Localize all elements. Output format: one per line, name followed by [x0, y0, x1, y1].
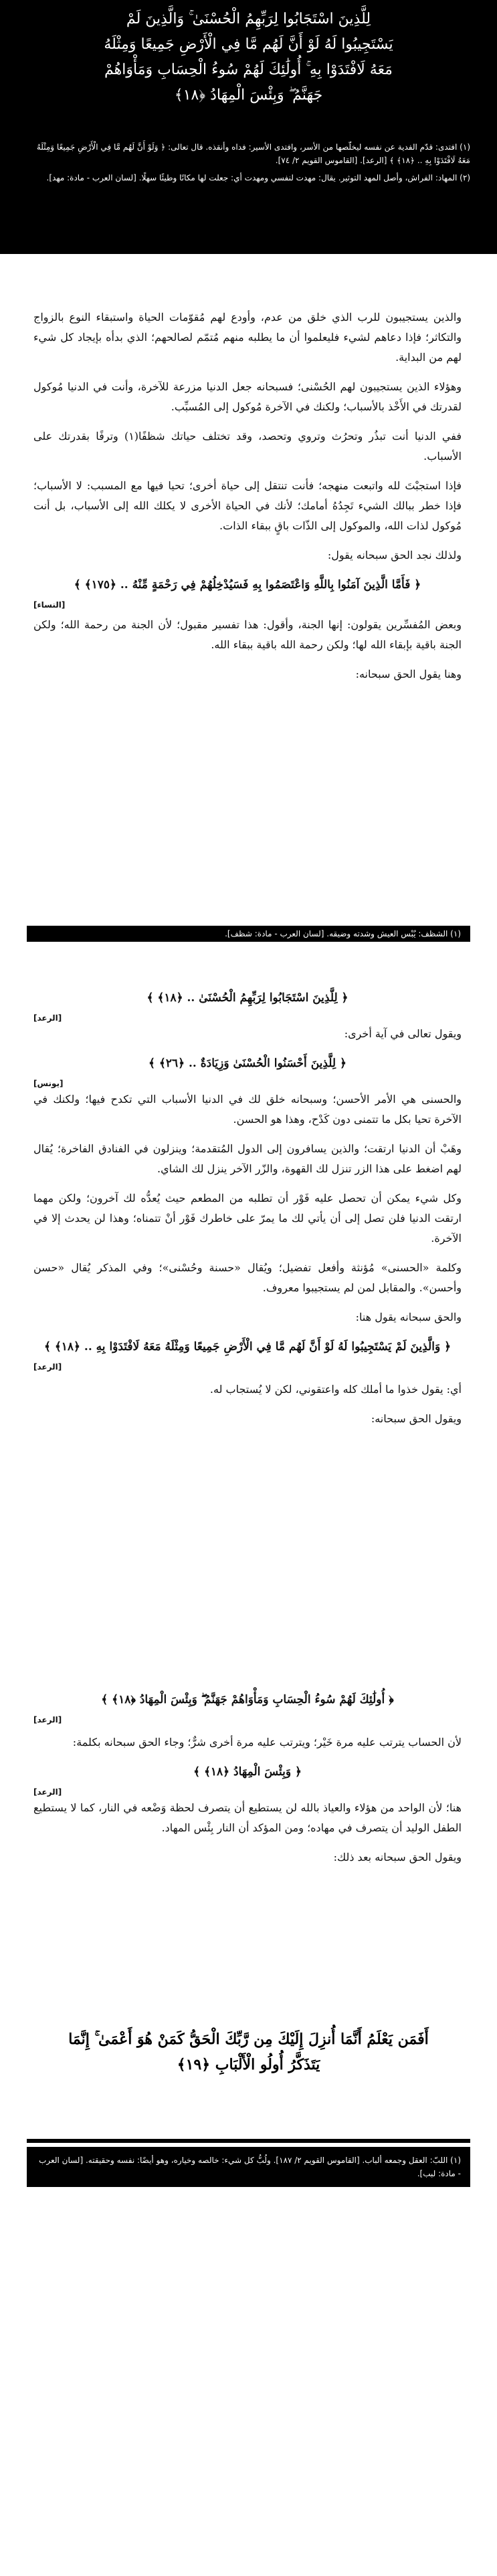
- verse-banner-bottom: [0, 2019, 497, 2092]
- paragraph: وهؤلاء الذين يستجيبون لهم الحُسْنى؛ فسبحانه جعل الدنيا مزرعة للآخرة، وأنت في الدنيا مُوكول لقدرتك في الأَخْذ بالأسباب؛ ولكنك في الآخرة مُوكول إلى المُسبِّب.: [33, 380, 462, 413]
- quran-verse: [33, 988, 462, 1023]
- paragraph: هنا؛ لأن الواحد من هؤلاء والعياذ بالله لن يستطيع أن يتصرف لحظة وَضْعه في النار، كما لا يستطيع الطفل الوليد أن يتصرف في مهاده؛ ومن المؤكد أن النار بِئْس المهاد.: [33, 1801, 462, 1834]
- verse-source: [يونس]: [33, 1079, 64, 1088]
- banner-verse-line: جَهَنَّمُ ۖ وَبِئْسَ الْمِهَادُ ﴿١٨﴾: [174, 87, 323, 104]
- verse-source: [النساء]: [33, 600, 66, 610]
- verse-text: ﴿ لِلَّذِينَ أَحْسَنُوا الْحُسْنَىٰ وَزِيَادَةٌ .. ﴿٢٦﴾ ﴾: [148, 1057, 346, 1070]
- paragraph: وكل شيء يمكن أن تحصل عليه فَوْر أن تطلبه من المطعم حيث يُعدُّه لك آخرون؛ ولكن مهما ارتقت الدنيا فلن تصل إلى أن يأتي لك ما يمرّ على خاطرك فَوْر أنْ تتمناه؛ وهذا لن يحدث إلا في الآخرة.: [33, 1192, 462, 1245]
- paragraph: والحق سبحانه يقول هنا:: [355, 1311, 462, 1323]
- verse-text: ﴿ فَأَمَّا الَّذِينَ آمَنُوا بِاللَّهِ وَاعْتَصَمُوا بِهِ فَسَيُدْخِلُهُمْ فِي رَحْمَةٍ مِّنْهُ .. ﴿١٧٥﴾ ﴾: [74, 578, 421, 592]
- banner-verse-line: لِلَّذِينَ اسْتَجَابُوا لِرَبِّهِمُ الْحُسْنَىٰ ۚ وَالَّذِينَ لَمْ: [126, 11, 371, 27]
- banner-verse-line: مَعَهُ لَافْتَدَوْا بِهِ ۚ أُولَٰئِكَ لَهُمْ سُوءُ الْحِسَابِ وَمَأْوَاهُمْ: [104, 61, 393, 78]
- paragraph: أي: يقول خذوا ما أملك كله واعتقوني، لكن لا يُستجاب له.: [209, 1383, 462, 1396]
- paragraph: ففي الدنيا أنت تبذُر وتحرُث وتروي وتحصد، وقد تختلف حياتك شظفًا(١) وترفًا بقدرتك على الأسباب.: [33, 430, 462, 463]
- paragraph: ولذلك نجد الحق سبحانه يقول:: [327, 549, 462, 561]
- section-2: [33, 983, 462, 1438]
- footnote-bar: [27, 2147, 470, 2187]
- paragraph: لأن الحساب يترتب عليه مرة خَيْر؛ ويترتب عليه مرة أخرى شرٌّ؛ وجاء الحق سبحانه بكلمة:: [72, 1736, 462, 1749]
- verse-source: [الرعد]: [33, 1013, 62, 1023]
- banner-verse-line: أَفَمَن يَعْلَمُ أَنَّمَا أُنزِلَ إِلَيْكَ مِن رَّبِّكَ الْحَقُّ كَمَنْ هُوَ أَعْمَىٰ ۚ إِنَّمَا: [68, 2031, 429, 2048]
- verse-text: ﴿ وَبِئْسَ الْمِهَادُ ﴿١٨﴾ ﴾: [193, 1765, 302, 1779]
- paragraph: وهَبْ أن الدنيا ارتقت؛ والذين يسافرون إلى الدول المُتقدمة؛ وينزلون في الفنادق الفاخرة؛ يُقال لهم اضغط على هذا الزر تنزل لك القهوة، والزّر الآخر ينزل لك الشاي.: [33, 1142, 462, 1175]
- paragraph: والذين يستجيبون للرب الذي خلق من عدم، وأودع لهم مُقوّمات الحياة واستبقاء النوع بالزواج والتكاثر؛ فإذا دعاهم لشيء فليعلموا أن ما يطلبه منهم مُتمّم لصالحهم؛ الذي بدأه بإيجاد كل شيء لهم من البداية.: [33, 311, 462, 364]
- section-1: [33, 307, 462, 694]
- quran-verse: [33, 1337, 462, 1372]
- footnotes-top: [0, 134, 497, 254]
- section-3: [33, 1684, 462, 1877]
- quran-verse: [33, 1053, 462, 1088]
- banner-verse-line: يَتَذَكَّرُ أُولُو الْأَلْبَابِ ﴿١٩﴾: [177, 2056, 320, 2073]
- paragraph: والحسنى هي الأمر الأحسن؛ وسبحانه خلق لك في الدنيا الأسباب التي تكدح فيها؛ ولكنك في الآخرة تحيا بكل ما تتمنى دون كَدْح، وهذا هو الحسن.: [33, 1093, 462, 1126]
- paragraph: ويقول تعالى في آية أخرى:: [344, 1027, 462, 1040]
- divider: [27, 2139, 470, 2143]
- footnote-bar: [27, 926, 470, 942]
- footnote: (١) افتدى: قدّم الفدية عن نفسه ليخلّصها من الأسر، وافتدى الأسير: فداه وأنقذه. قال تعالى: ﴿ وَلَوْ أَنَّ لَهُم مَّا فِي الْأَرْضِ جَمِيعًا وَمِثْلَهُ مَعَهُ لَافْتَدَوْا بِهِ .. ﴿١٨﴾ ﴾ [الرعد]. [القاموس القويم ٢/ ٧٤].: [36, 142, 470, 165]
- paragraph: ويقول الحق سبحانه بعد ذلك:: [333, 1851, 462, 1863]
- banner-verse-line: يَسْتَجِيبُوا لَهُ لَوْ أَنَّ لَهُم مَّا فِي الْأَرْضِ جَمِيعًا وَمِثْلَهُ: [104, 36, 393, 53]
- quran-verse: [33, 1690, 462, 1724]
- footnote: (٢) المهاد: الفراش، وأصل المهد التوثير. يقال: مهدت لنفسي ومهدت أي: جعلت لها مكانًا وطيئًا سهلًا. [لسان العرب - مادة: مهد].: [46, 173, 470, 182]
- quran-verse: [33, 575, 462, 610]
- verse-banner-top: [0, 0, 497, 134]
- verse-source: [الرعد]: [33, 1715, 62, 1724]
- verse-text: ﴿ وَالَّذِينَ لَمْ يَسْتَجِيبُوا لَهُ لَوْ أَنَّ لَهُم مَّا فِي الْأَرْضِ جَمِيعًا وَمِثْلَهُ مَعَهُ لَافْتَدَوْا بِهِ .. ﴿١٨﴾ ﴾: [43, 1340, 452, 1354]
- verse-text: ﴿ أُولَٰئِكَ لَهُمْ سُوءُ الْحِسَابِ وَمَأْوَاهُمْ جَهَنَّمُ ۖ وَبِئْسَ الْمِهَادُ ﴿١٨﴾ ﴾: [101, 1693, 394, 1706]
- verse-source: [الرعد]: [33, 1362, 62, 1372]
- verse-source: [الرعد]: [33, 1787, 62, 1797]
- paragraph: وكلمة «الحسنى» مُؤنثة وأفعل تفضيل؛ ويُقال «حسنة وحُسْنى»؛ وفي المذكر يُقال «حسن وأحسن». والمقابل لمن لم يستجيبوا معروف.: [33, 1261, 462, 1294]
- footnote: (١) اللبّ: العقل وجمعه ألباب. [القاموس القويم ٢/ ١٨٧]. ولُبُّ كل شيء: خالصه وخياره، وهو أيضًا: نفسه وحقيقته. [لسان العرب - مادة: لبب].: [39, 2156, 461, 2178]
- footnote: (١) الشظف: يُبْس العيش وشدته وضيقه. [لسان العرب - مادة: شظف].: [225, 929, 461, 938]
- paragraph: فإذا استجبْتَ لله واتبعت منهجه؛ فأنت تنتقل إلى حياة أخرى؛ تحيا فيها مع المسبب: لا الأسباب؛ فإذا خطر ببالك الشيء تَجِدُهُ أمامك؛ لأنك في الحياة الأخرى لا يكلك الله إلى الأسباب، بل أنت مُوكول لذات الله، والموكول إلى الذّات باقٍ ببقاء الذات.: [33, 479, 462, 532]
- paragraph: وهنا يقول الحق سبحانه:: [355, 668, 462, 680]
- paragraph: وبعض المُفسِّرين يقولون: إنها الجنة، وأقول: هذا تفسير مقبول؛ لأن الجنة من رحمة الله؛ ولكن الجنة باقية بإبقاء الله لها؛ ولكن رحمة الله باقية ببقاء الله.: [33, 618, 462, 651]
- quran-verse: [33, 1762, 462, 1797]
- verse-text: ﴿ لِلَّذِينَ اسْتَجَابُوا لِرَبِّهِمُ الْحُسْنَىٰ .. ﴿١٨﴾ ﴾: [146, 991, 349, 1005]
- paragraph: ويقول الحق سبحانه:: [371, 1412, 462, 1425]
